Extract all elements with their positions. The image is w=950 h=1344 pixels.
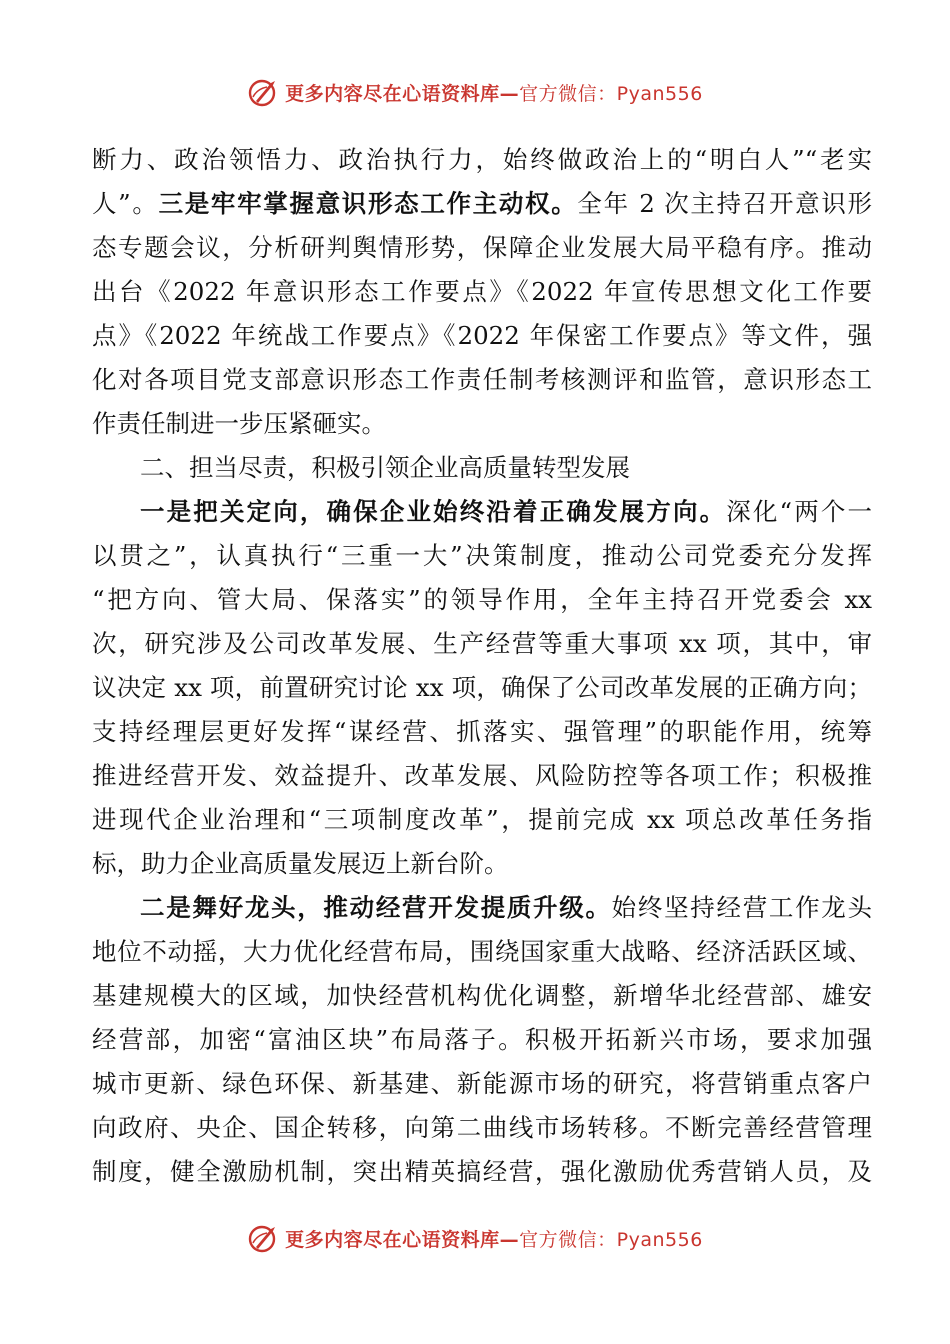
body-text: 作责任制进一步压紧砸实。 [92, 409, 386, 438]
bold-heading-text: 一是把关定向，确保企业始终沿着正确发展方向。 [140, 497, 727, 526]
watermark-text: 更多内容尽在心语资料库 [285, 1228, 500, 1251]
text-line [92, 270, 872, 314]
body-text: 点》《2022 年统战工作要点》《2022 年保密工作要点》等文件，强 [92, 321, 872, 350]
text-line [92, 182, 872, 226]
watermark-wechat: 官方微信：Pyan556 [519, 82, 703, 105]
body-text: 推进经营开发、效益提升、改革发展、风险防控等各项工作；积极推 [92, 761, 872, 790]
text-line [92, 754, 872, 798]
body-text: 基建规模大的区域，加快经营机构优化调整，新增华北经营部、雄安 [92, 981, 872, 1010]
text-line [92, 490, 872, 534]
body-text: 人”。 [92, 189, 159, 218]
text-line [92, 1018, 872, 1062]
document-body [92, 138, 872, 1194]
text-line [92, 886, 872, 930]
watermark-separator: — [499, 1228, 520, 1251]
bold-heading-text: 二是舞好龙头，推动经营开发提质升级。 [140, 893, 612, 922]
body-text: 以贯之”，认真执行“三重一大”决策制度，推动公司党委充分发挥 [92, 541, 872, 570]
body-text: 深化“两个一 [726, 497, 872, 526]
watermark-separator: — [499, 82, 520, 105]
bold-heading-text: 三是牢牢掌握意识形态工作主动权。 [158, 189, 578, 218]
text-line [92, 798, 872, 842]
text-line [92, 578, 872, 622]
body-text: 城市更新、绿色环保、新基建、新能源市场的研究，将营销重点客户 [92, 1069, 872, 1098]
body-text: 议决定 xx 项，前置研究讨论 xx 项，确保了公司改革发展的正确方向； [92, 673, 872, 702]
body-text: 二、担当尽责，积极引领企业高质量转型发展 [140, 453, 630, 482]
text-line [92, 138, 872, 182]
body-text: 标，助力企业高质量发展迈上新台阶。 [92, 849, 509, 878]
body-text: 次，研究涉及公司改革发展、生产经营等重大事项 xx 项，其中，审 [92, 629, 872, 658]
paragraph [92, 138, 872, 446]
paragraph [92, 886, 872, 1194]
body-text: 向政府、央企、国企转移，向第二曲线市场转移。不断完善经营管理 [92, 1113, 872, 1142]
pen-logo-icon [247, 1221, 281, 1255]
body-text: 全年 2 次主持召开意识形 [577, 189, 872, 218]
text-line [92, 842, 872, 886]
text-line [92, 930, 872, 974]
text-line [92, 666, 872, 710]
footer-watermark [0, 1218, 950, 1258]
watermark-wechat: 官方微信：Pyan556 [519, 1228, 703, 1251]
header-watermark [0, 72, 950, 112]
body-text: 断力、政治领悟力、政治执行力，始终做政治上的“明白人”“老实 [92, 145, 872, 174]
text-line [92, 1062, 872, 1106]
body-text: 制度，健全激励机制，突出精英搞经营，强化激励优秀营销人员，及 [92, 1157, 872, 1186]
text-line [92, 1150, 872, 1194]
text-line [92, 974, 872, 1018]
paragraph [92, 446, 872, 490]
text-line [92, 226, 872, 270]
watermark-text: 更多内容尽在心语资料库 [285, 82, 500, 105]
text-line [92, 622, 872, 666]
body-text: 出台《2022 年意识形态工作要点》《2022 年宣传思想文化工作要 [92, 277, 872, 306]
body-text: 始终坚持经营工作龙头 [611, 893, 873, 922]
text-line [92, 1106, 872, 1150]
body-text: 进现代企业治理和“三项制度改革”，提前完成 xx 项总改革任务指 [92, 805, 872, 834]
body-text: 态专题会议，分析研判舆情形势，保障企业发展大局平稳有序。推动 [92, 233, 872, 262]
body-text: 地位不动摇，大力优化经营布局，围绕国家重大战略、经济活跃区域、 [92, 937, 872, 966]
text-line [92, 402, 872, 446]
text-line [92, 534, 872, 578]
text-line [92, 446, 872, 490]
text-line [92, 710, 872, 754]
pen-logo-icon [247, 75, 281, 109]
paragraph [92, 490, 872, 886]
body-text: 经营部，加密“富油区块”布局落子。积极开拓新兴市场，要求加强 [92, 1025, 872, 1054]
body-text: “把方向、管大局、保落实”的领导作用，全年主持召开党委会 xx [92, 585, 872, 614]
text-line [92, 358, 872, 402]
body-text: 支持经理层更好发挥“谋经营、抓落实、强管理”的职能作用，统筹 [92, 717, 872, 746]
text-line [92, 314, 872, 358]
body-text: 化对各项目党支部意识形态工作责任制考核测评和监管，意识形态工 [92, 365, 872, 394]
